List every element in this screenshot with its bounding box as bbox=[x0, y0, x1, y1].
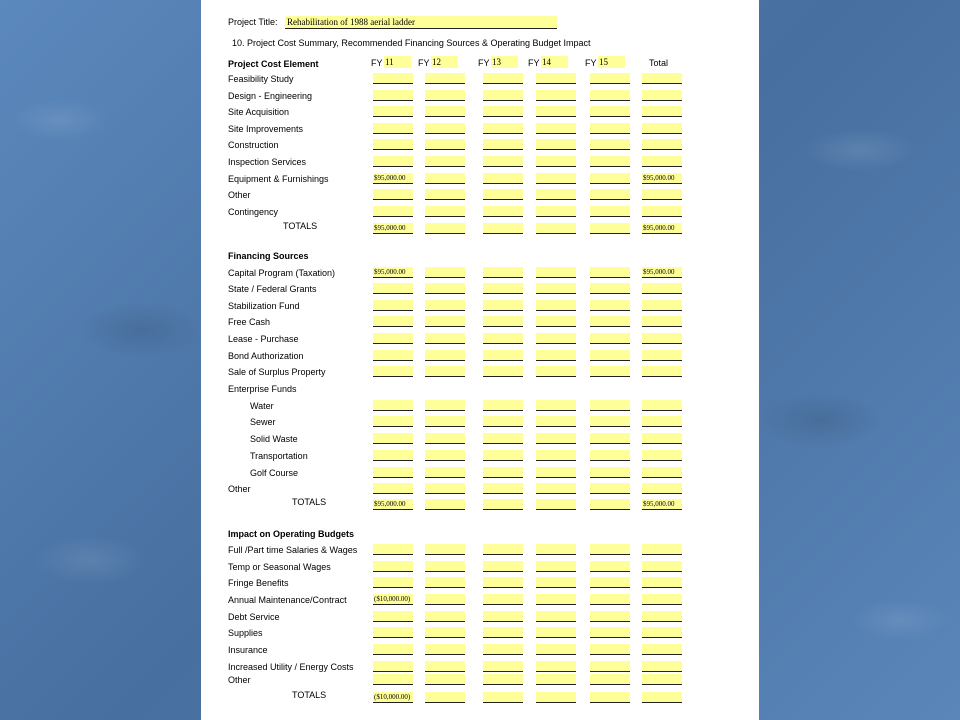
cell-stabilization-fund-fy13[interactable] bbox=[483, 300, 523, 311]
cell-totals-fy14[interactable] bbox=[536, 692, 576, 703]
cell-golf-course-fy12[interactable] bbox=[425, 467, 465, 478]
cell-totals-fy15[interactable] bbox=[590, 499, 630, 510]
cell-free-cash-fy11[interactable] bbox=[373, 316, 413, 327]
cell-debt-service-total[interactable] bbox=[642, 611, 682, 622]
cell-feasibility-study-fy12[interactable] bbox=[425, 73, 465, 84]
cell-annual-maintenance-contract-fy11[interactable]: ($10,000.00) bbox=[373, 594, 413, 605]
row-label-design-engineering: Design - Engineering bbox=[228, 91, 313, 101]
cell-temp-or-seasonal-wages-fy13[interactable] bbox=[483, 561, 523, 572]
cell-temp-or-seasonal-wages-fy14[interactable] bbox=[536, 561, 576, 572]
cell-site-improvements-total[interactable] bbox=[642, 123, 682, 134]
cell-stabilization-fund-fy14[interactable] bbox=[536, 300, 576, 311]
cell-totals-total[interactable]: $95,000.00 bbox=[642, 223, 682, 234]
cell-lease-purchase-fy14[interactable] bbox=[536, 333, 576, 344]
row-label-full-part-time-salaries-wages: Full /Part time Salaries & Wages bbox=[228, 545, 358, 555]
cell-site-improvements-fy12[interactable] bbox=[425, 123, 465, 134]
cell-insurance-fy14[interactable] bbox=[536, 644, 576, 655]
cell-increased-utility-energy-costs-fy11[interactable] bbox=[373, 661, 413, 672]
row-label-sale-of-surplus-property: Sale of Surplus Property bbox=[228, 367, 326, 377]
cell-state-federal-grants-fy15[interactable] bbox=[590, 283, 630, 294]
cell-solid-waste-fy14[interactable] bbox=[536, 433, 576, 444]
cell-construction-fy15[interactable] bbox=[590, 139, 630, 150]
cell-other-fy13[interactable] bbox=[483, 674, 523, 685]
cell-sewer-fy12[interactable] bbox=[425, 416, 465, 427]
row-label-lease-purchase: Lease - Purchase bbox=[228, 334, 299, 344]
row-label-enterprise-funds: Enterprise Funds bbox=[228, 384, 297, 394]
cell-debt-service-fy11[interactable] bbox=[373, 611, 413, 622]
cell-stabilization-fund-total[interactable] bbox=[642, 300, 682, 311]
cell-increased-utility-energy-costs-fy13[interactable] bbox=[483, 661, 523, 672]
cell-temp-or-seasonal-wages-fy11[interactable] bbox=[373, 561, 413, 572]
cell-totals-fy14[interactable] bbox=[536, 223, 576, 234]
cell-water-fy15[interactable] bbox=[590, 400, 630, 411]
cell-free-cash-fy15[interactable] bbox=[590, 316, 630, 327]
row-label-totals: TOTALS bbox=[292, 497, 327, 507]
cell-fringe-benefits-fy15[interactable] bbox=[590, 577, 630, 588]
cell-bond-authorization-fy11[interactable] bbox=[373, 350, 413, 361]
row-label-solid-waste: Solid Waste bbox=[250, 434, 298, 444]
project-title-field[interactable]: Rehabilitation of 1988 aerial ladder bbox=[285, 16, 557, 29]
cell-sewer-fy13[interactable] bbox=[483, 416, 523, 427]
cell-totals-fy11[interactable]: $95,000.00 bbox=[373, 499, 413, 510]
cell-contingency-total[interactable] bbox=[642, 206, 682, 217]
cell-transportation-fy14[interactable] bbox=[536, 450, 576, 461]
cell-contingency-fy15[interactable] bbox=[590, 206, 630, 217]
cell-solid-waste-fy12[interactable] bbox=[425, 433, 465, 444]
cell-design-engineering-fy15[interactable] bbox=[590, 90, 630, 101]
row-label-contingency: Contingency bbox=[228, 207, 279, 217]
row-label-capital-program-taxation: Capital Program (Taxation) bbox=[228, 268, 336, 278]
cell-equipment-furnishings-fy14[interactable] bbox=[536, 173, 576, 184]
cell-sale-of-surplus-property-total[interactable] bbox=[642, 366, 682, 377]
section-header-financing-sources: Financing Sources bbox=[228, 251, 309, 261]
fy-label-2: FY bbox=[418, 58, 430, 68]
cell-sale-of-surplus-property-fy14[interactable] bbox=[536, 366, 576, 377]
form-subtitle: 10. Project Cost Summary, Recommended Financing Sources & Operating Budget Impact bbox=[232, 38, 591, 48]
cell-solid-waste-total[interactable] bbox=[642, 433, 682, 444]
cell-site-acquisition-fy14[interactable] bbox=[536, 106, 576, 117]
cell-insurance-fy11[interactable] bbox=[373, 644, 413, 655]
cell-debt-service-fy15[interactable] bbox=[590, 611, 630, 622]
cell-fringe-benefits-fy14[interactable] bbox=[536, 577, 576, 588]
cell-equipment-furnishings-fy15[interactable] bbox=[590, 173, 630, 184]
row-label-increased-utility-energy-costs: Increased Utility / Energy Costs bbox=[228, 662, 354, 672]
cell-design-engineering-fy13[interactable] bbox=[483, 90, 523, 101]
row-label-annual-maintenance-contract: Annual Maintenance/Contract bbox=[228, 595, 347, 605]
cell-site-improvements-fy11[interactable] bbox=[373, 123, 413, 134]
cell-inspection-services-fy12[interactable] bbox=[425, 156, 465, 167]
row-label-sewer: Sewer bbox=[250, 417, 276, 427]
row-label-state-federal-grants: State / Federal Grants bbox=[228, 284, 317, 294]
total-column-header: Total bbox=[649, 58, 669, 68]
row-label-inspection-services: Inspection Services bbox=[228, 157, 307, 167]
cell-contingency-fy11[interactable] bbox=[373, 206, 413, 217]
cell-fringe-benefits-fy11[interactable] bbox=[373, 577, 413, 588]
section-header-impact-on-operating-budgets: Impact on Operating Budgets bbox=[228, 529, 355, 539]
cell-contingency-fy14[interactable] bbox=[536, 206, 576, 217]
cell-sale-of-surplus-property-fy11[interactable] bbox=[373, 366, 413, 377]
row-label-insurance: Insurance bbox=[228, 645, 268, 655]
cell-other-fy12[interactable] bbox=[425, 483, 465, 494]
row-label-construction: Construction bbox=[228, 140, 279, 150]
cell-stabilization-fund-fy11[interactable] bbox=[373, 300, 413, 311]
cell-state-federal-grants-total[interactable] bbox=[642, 283, 682, 294]
cell-supplies-total[interactable] bbox=[642, 627, 682, 638]
cell-bond-authorization-total[interactable] bbox=[642, 350, 682, 361]
cell-totals-fy13[interactable] bbox=[483, 223, 523, 234]
cell-contingency-fy13[interactable] bbox=[483, 206, 523, 217]
cell-construction-fy13[interactable] bbox=[483, 139, 523, 150]
cell-capital-program-taxation-fy15[interactable] bbox=[590, 267, 630, 278]
cell-supplies-fy13[interactable] bbox=[483, 627, 523, 638]
fy-label-1: FY bbox=[371, 58, 383, 68]
cell-equipment-furnishings-fy11[interactable]: $95,000.00 bbox=[373, 173, 413, 184]
cell-free-cash-fy12[interactable] bbox=[425, 316, 465, 327]
cell-bond-authorization-fy13[interactable] bbox=[483, 350, 523, 361]
fy-value-3[interactable]: 13 bbox=[491, 56, 518, 68]
cell-sale-of-surplus-property-fy13[interactable] bbox=[483, 366, 523, 377]
cell-site-improvements-fy14[interactable] bbox=[536, 123, 576, 134]
row-label-transportation: Transportation bbox=[250, 451, 308, 461]
row-label-totals: TOTALS bbox=[292, 690, 327, 700]
cell-increased-utility-energy-costs-fy15[interactable] bbox=[590, 661, 630, 672]
cell-water-total[interactable] bbox=[642, 400, 682, 411]
cell-water-fy11[interactable] bbox=[373, 400, 413, 411]
row-label-fringe-benefits: Fringe Benefits bbox=[228, 578, 289, 588]
cell-totals-fy12[interactable] bbox=[425, 499, 465, 510]
cell-other-fy14[interactable] bbox=[536, 674, 576, 685]
section-header-project-cost-element: Project Cost Element bbox=[228, 59, 319, 69]
cell-full-part-time-salaries-wages-fy15[interactable] bbox=[590, 544, 630, 555]
cell-lease-purchase-total[interactable] bbox=[642, 333, 682, 344]
cell-construction-fy12[interactable] bbox=[425, 139, 465, 150]
cell-capital-program-taxation-fy11[interactable]: $95,000.00 bbox=[373, 267, 413, 278]
row-label-stabilization-fund: Stabilization Fund bbox=[228, 301, 300, 311]
cell-other-fy15[interactable] bbox=[590, 189, 630, 200]
fy-label-5: FY bbox=[585, 58, 597, 68]
cell-water-fy13[interactable] bbox=[483, 400, 523, 411]
cell-transportation-fy13[interactable] bbox=[483, 450, 523, 461]
cell-construction-fy11[interactable] bbox=[373, 139, 413, 150]
cell-solid-waste-fy15[interactable] bbox=[590, 433, 630, 444]
cell-stabilization-fund-fy12[interactable] bbox=[425, 300, 465, 311]
cell-other-fy12[interactable] bbox=[425, 674, 465, 685]
cell-insurance-total[interactable] bbox=[642, 644, 682, 655]
cell-debt-service-fy13[interactable] bbox=[483, 611, 523, 622]
cell-site-acquisition-fy13[interactable] bbox=[483, 106, 523, 117]
cell-bond-authorization-fy12[interactable] bbox=[425, 350, 465, 361]
cell-sewer-total[interactable] bbox=[642, 416, 682, 427]
cell-full-part-time-salaries-wages-fy11[interactable] bbox=[373, 544, 413, 555]
cell-totals-fy11[interactable]: ($10,000.00) bbox=[373, 692, 413, 703]
row-label-golf-course: Golf Course bbox=[250, 468, 299, 478]
cell-full-part-time-salaries-wages-fy12[interactable] bbox=[425, 544, 465, 555]
cell-annual-maintenance-contract-fy12[interactable] bbox=[425, 594, 465, 605]
cell-construction-total[interactable] bbox=[642, 139, 682, 150]
cell-temp-or-seasonal-wages-total[interactable] bbox=[642, 561, 682, 572]
cell-other-fy12[interactable] bbox=[425, 189, 465, 200]
row-label-free-cash: Free Cash bbox=[228, 317, 271, 327]
cell-debt-service-fy12[interactable] bbox=[425, 611, 465, 622]
cell-site-acquisition-fy11[interactable] bbox=[373, 106, 413, 117]
cell-totals-fy15[interactable] bbox=[590, 692, 630, 703]
cell-lease-purchase-fy13[interactable] bbox=[483, 333, 523, 344]
cell-transportation-fy15[interactable] bbox=[590, 450, 630, 461]
row-label-feasibility-study: Feasibility Study bbox=[228, 74, 294, 84]
cell-increased-utility-energy-costs-total[interactable] bbox=[642, 661, 682, 672]
cell-other-fy11[interactable] bbox=[373, 483, 413, 494]
row-label-supplies: Supplies bbox=[228, 628, 263, 638]
cell-bond-authorization-fy15[interactable] bbox=[590, 350, 630, 361]
cell-feasibility-study-fy14[interactable] bbox=[536, 73, 576, 84]
cell-golf-course-fy14[interactable] bbox=[536, 467, 576, 478]
cell-state-federal-grants-fy12[interactable] bbox=[425, 283, 465, 294]
cell-sale-of-surplus-property-fy15[interactable] bbox=[590, 366, 630, 377]
row-label-other: Other bbox=[228, 484, 251, 494]
row-label-equipment-furnishings: Equipment & Furnishings bbox=[228, 174, 329, 184]
cost-summary-form bbox=[201, 0, 759, 720]
cell-increased-utility-energy-costs-fy14[interactable] bbox=[536, 661, 576, 672]
cell-fringe-benefits-fy13[interactable] bbox=[483, 577, 523, 588]
cell-lease-purchase-fy15[interactable] bbox=[590, 333, 630, 344]
cell-insurance-fy12[interactable] bbox=[425, 644, 465, 655]
row-label-debt-service: Debt Service bbox=[228, 612, 280, 622]
cell-insurance-fy13[interactable] bbox=[483, 644, 523, 655]
cell-supplies-fy14[interactable] bbox=[536, 627, 576, 638]
cell-feasibility-study-fy13[interactable] bbox=[483, 73, 523, 84]
cell-state-federal-grants-fy11[interactable] bbox=[373, 283, 413, 294]
fy-value-2[interactable]: 12 bbox=[431, 56, 458, 68]
cell-site-acquisition-fy15[interactable] bbox=[590, 106, 630, 117]
cell-other-fy13[interactable] bbox=[483, 189, 523, 200]
cell-totals-fy15[interactable] bbox=[590, 223, 630, 234]
cell-totals-total[interactable] bbox=[642, 692, 682, 703]
cell-feasibility-study-fy15[interactable] bbox=[590, 73, 630, 84]
cell-annual-maintenance-contract-fy15[interactable] bbox=[590, 594, 630, 605]
cell-fringe-benefits-fy12[interactable] bbox=[425, 577, 465, 588]
fy-label-3: FY bbox=[478, 58, 490, 68]
cell-temp-or-seasonal-wages-fy12[interactable] bbox=[425, 561, 465, 572]
cell-solid-waste-fy13[interactable] bbox=[483, 433, 523, 444]
cell-capital-program-taxation-fy12[interactable] bbox=[425, 267, 465, 278]
cell-sewer-fy14[interactable] bbox=[536, 416, 576, 427]
cell-contingency-fy12[interactable] bbox=[425, 206, 465, 217]
cell-annual-maintenance-contract-fy13[interactable] bbox=[483, 594, 523, 605]
cell-transportation-total[interactable] bbox=[642, 450, 682, 461]
row-label-site-acquisition: Site Acquisition bbox=[228, 107, 290, 117]
cell-site-acquisition-total[interactable] bbox=[642, 106, 682, 117]
cell-totals-fy12[interactable] bbox=[425, 692, 465, 703]
cell-lease-purchase-fy12[interactable] bbox=[425, 333, 465, 344]
row-label-other: Other bbox=[228, 675, 251, 685]
cell-equipment-furnishings-fy12[interactable] bbox=[425, 173, 465, 184]
cell-state-federal-grants-fy14[interactable] bbox=[536, 283, 576, 294]
cell-solid-waste-fy11[interactable] bbox=[373, 433, 413, 444]
row-label-site-improvements: Site Improvements bbox=[228, 124, 304, 134]
cell-golf-course-total[interactable] bbox=[642, 467, 682, 478]
cell-inspection-services-fy14[interactable] bbox=[536, 156, 576, 167]
cell-other-fy14[interactable] bbox=[536, 483, 576, 494]
cell-site-acquisition-fy12[interactable] bbox=[425, 106, 465, 117]
cell-construction-fy14[interactable] bbox=[536, 139, 576, 150]
cell-site-improvements-fy13[interactable] bbox=[483, 123, 523, 134]
row-label-other: Other bbox=[228, 190, 251, 200]
row-label-temp-or-seasonal-wages: Temp or Seasonal Wages bbox=[228, 562, 331, 572]
cell-sewer-fy15[interactable] bbox=[590, 416, 630, 427]
cell-totals-total[interactable]: $95,000.00 bbox=[642, 499, 682, 510]
cell-golf-course-fy15[interactable] bbox=[590, 467, 630, 478]
cell-feasibility-study-total[interactable] bbox=[642, 73, 682, 84]
cell-inspection-services-fy13[interactable] bbox=[483, 156, 523, 167]
cell-site-improvements-fy15[interactable] bbox=[590, 123, 630, 134]
cell-fringe-benefits-total[interactable] bbox=[642, 577, 682, 588]
cell-annual-maintenance-contract-total[interactable] bbox=[642, 594, 682, 605]
cell-design-engineering-fy11[interactable] bbox=[373, 90, 413, 101]
cell-stabilization-fund-fy15[interactable] bbox=[590, 300, 630, 311]
cell-annual-maintenance-contract-fy14[interactable] bbox=[536, 594, 576, 605]
cell-totals-fy13[interactable] bbox=[483, 692, 523, 703]
cell-supplies-fy15[interactable] bbox=[590, 627, 630, 638]
fy-value-4[interactable]: 14 bbox=[541, 56, 568, 68]
cell-equipment-furnishings-fy13[interactable] bbox=[483, 173, 523, 184]
project-title-label: Project Title: bbox=[228, 17, 278, 27]
cell-insurance-fy15[interactable] bbox=[590, 644, 630, 655]
cell-water-fy12[interactable] bbox=[425, 400, 465, 411]
cell-totals-fy14[interactable] bbox=[536, 499, 576, 510]
cell-inspection-services-total[interactable] bbox=[642, 156, 682, 167]
cell-capital-program-taxation-total[interactable]: $95,000.00 bbox=[642, 267, 682, 278]
cell-feasibility-study-fy11[interactable] bbox=[373, 73, 413, 84]
cell-totals-fy11[interactable]: $95,000.00 bbox=[373, 223, 413, 234]
cell-temp-or-seasonal-wages-fy15[interactable] bbox=[590, 561, 630, 572]
row-label-totals: TOTALS bbox=[283, 221, 318, 231]
cell-bond-authorization-fy14[interactable] bbox=[536, 350, 576, 361]
cell-inspection-services-fy15[interactable] bbox=[590, 156, 630, 167]
cell-other-fy11[interactable] bbox=[373, 674, 413, 685]
cell-design-engineering-fy14[interactable] bbox=[536, 90, 576, 101]
cell-other-fy13[interactable] bbox=[483, 483, 523, 494]
cell-state-federal-grants-fy13[interactable] bbox=[483, 283, 523, 294]
cell-other-total[interactable] bbox=[642, 189, 682, 200]
cell-design-engineering-fy12[interactable] bbox=[425, 90, 465, 101]
cell-inspection-services-fy11[interactable] bbox=[373, 156, 413, 167]
cell-full-part-time-salaries-wages-fy13[interactable] bbox=[483, 544, 523, 555]
cell-free-cash-fy13[interactable] bbox=[483, 316, 523, 327]
fy-value-5[interactable]: 15 bbox=[598, 56, 625, 68]
cell-supplies-fy12[interactable] bbox=[425, 627, 465, 638]
cell-totals-fy12[interactable] bbox=[425, 223, 465, 234]
cell-sale-of-surplus-property-fy12[interactable] bbox=[425, 366, 465, 377]
cell-capital-program-taxation-fy13[interactable] bbox=[483, 267, 523, 278]
cell-full-part-time-salaries-wages-total[interactable] bbox=[642, 544, 682, 555]
cell-other-fy15[interactable] bbox=[590, 674, 630, 685]
cell-design-engineering-total[interactable] bbox=[642, 90, 682, 101]
fy-value-1[interactable]: 11 bbox=[384, 56, 411, 68]
cell-capital-program-taxation-fy14[interactable] bbox=[536, 267, 576, 278]
cell-other-fy14[interactable] bbox=[536, 189, 576, 200]
cell-free-cash-fy14[interactable] bbox=[536, 316, 576, 327]
cell-increased-utility-energy-costs-fy12[interactable] bbox=[425, 661, 465, 672]
cell-debt-service-fy14[interactable] bbox=[536, 611, 576, 622]
cell-water-fy14[interactable] bbox=[536, 400, 576, 411]
cell-full-part-time-salaries-wages-fy14[interactable] bbox=[536, 544, 576, 555]
row-label-bond-authorization: Bond Authorization bbox=[228, 351, 304, 361]
cell-lease-purchase-fy11[interactable] bbox=[373, 333, 413, 344]
cell-transportation-fy12[interactable] bbox=[425, 450, 465, 461]
cell-other-total[interactable] bbox=[642, 483, 682, 494]
cell-golf-course-fy11[interactable] bbox=[373, 467, 413, 478]
cell-totals-fy13[interactable] bbox=[483, 499, 523, 510]
cell-free-cash-total[interactable] bbox=[642, 316, 682, 327]
row-label-water: Water bbox=[250, 401, 274, 411]
cell-supplies-fy11[interactable] bbox=[373, 627, 413, 638]
cell-transportation-fy11[interactable] bbox=[373, 450, 413, 461]
cell-sewer-fy11[interactable] bbox=[373, 416, 413, 427]
fy-label-4: FY bbox=[528, 58, 540, 68]
cell-other-fy11[interactable] bbox=[373, 189, 413, 200]
cell-golf-course-fy13[interactable] bbox=[483, 467, 523, 478]
cell-equipment-furnishings-total[interactable]: $95,000.00 bbox=[642, 173, 682, 184]
cell-other-fy15[interactable] bbox=[590, 483, 630, 494]
cell-other-total[interactable] bbox=[642, 674, 682, 685]
